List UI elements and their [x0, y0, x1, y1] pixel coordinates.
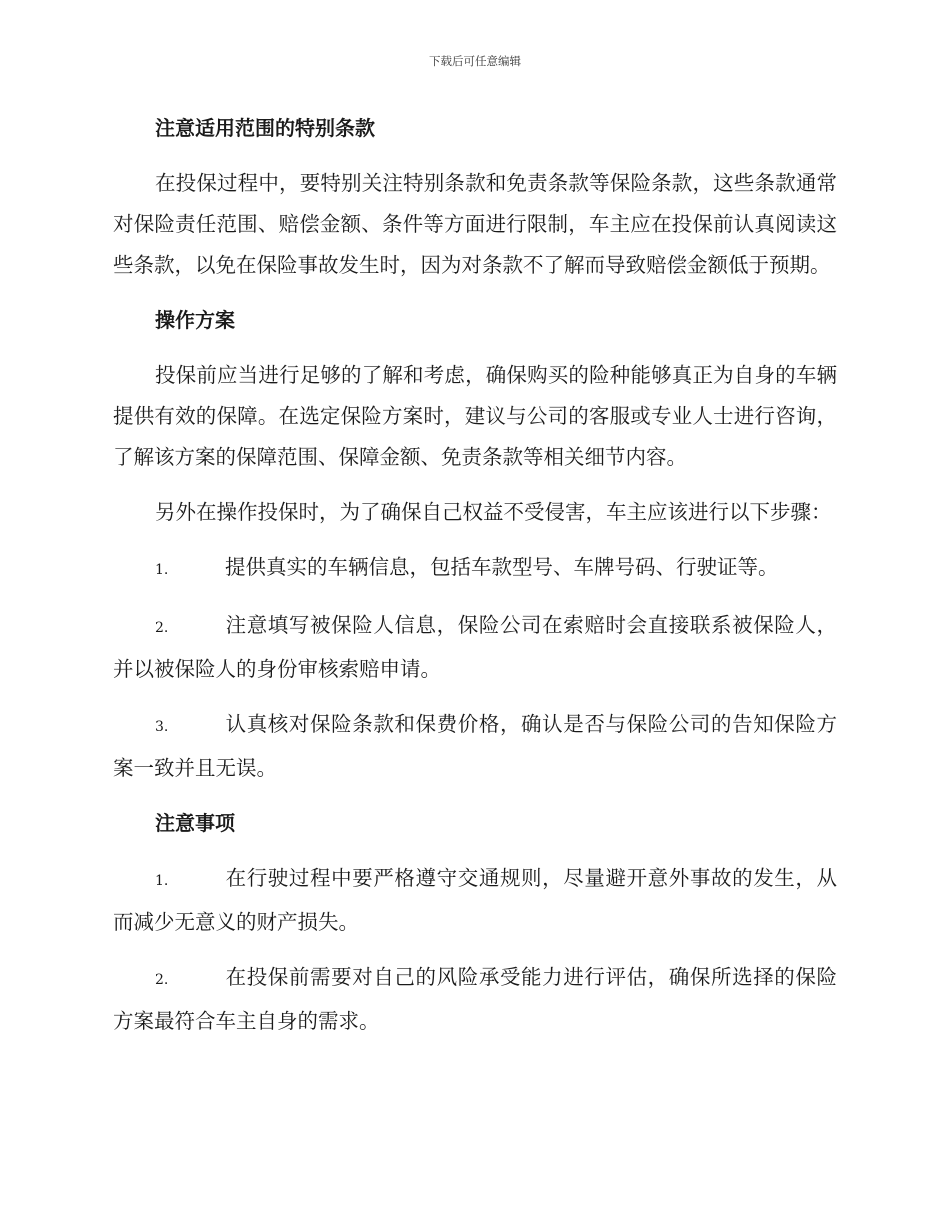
list-item: [113, 605, 837, 690]
document-body: [113, 108, 837, 1042]
list-item-text: 注意填写被保险人信息，保险公司在索赔时会直接联系被保险人，并以被保险人的身份审核索赔申请。: [113, 613, 837, 681]
list-number: 2.: [155, 972, 169, 988]
page-header: 下载后可任意编辑: [429, 54, 521, 68]
list-item: [113, 547, 837, 591]
list-item: [113, 704, 837, 789]
list-number: 1.: [155, 873, 169, 889]
paragraph: 投保前应当进行足够的了解和考虑，确保购买的险种能够真正为自身的车辆提供有效的保障。在选定保险方案时，建议与公司的客服或专业人士进行咨询，了解该方案的保障范围、保障金额、免责条款等相关细节内容。: [113, 363, 837, 469]
paragraph: 在投保过程中，要特别关注特别条款和免责条款等保险条款，这些条款通常对保险责任范围、赔偿金额、条件等方面进行限制，车主应在投保前认真阅读这些条款，以免在保险事故发生时，因为对条款不了解而导致赔偿金额低于预期。: [113, 171, 837, 277]
list-number: 3.: [155, 719, 169, 735]
list-item: [113, 957, 837, 1042]
paragraph: 另外在操作投保时，为了确保自己权益不受侵害，车主应该进行以下步骤：: [155, 500, 832, 524]
list-number: 1.: [155, 562, 169, 578]
list-item-text: 提供真实的车辆信息，包括车款型号、车牌号码、行驶证等。: [225, 555, 779, 579]
section-heading: 操作方案: [155, 308, 235, 332]
list-number: 2.: [155, 620, 169, 636]
list-item-text: 在行驶过程中要严格遵守交通规则，尽量避开意外事故的发生，从而减少无意义的财产损失。: [113, 866, 837, 934]
list-item: [113, 858, 837, 943]
section-heading: 注意适用范围的特别条款: [155, 116, 375, 140]
section-heading: 注意事项: [155, 811, 235, 835]
list-item-text: 在投保前需要对自己的风险承受能力进行评估，确保所选择的保险方案最符合车主自身的需求。: [113, 965, 837, 1033]
list-item-text: 认真核对保险条款和保费价格，确认是否与保险公司的告知保险方案一致并且无误。: [113, 712, 837, 780]
